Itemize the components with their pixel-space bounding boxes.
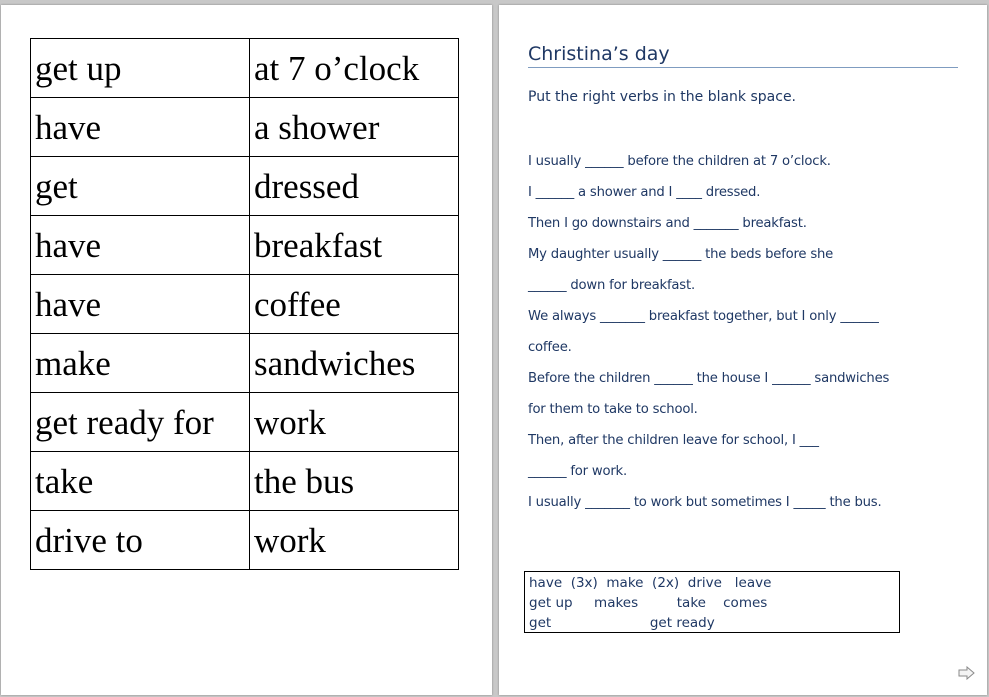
exercise-line: My daughter usually ______ the beds before she [528,247,834,262]
exercise-line: I usually ______ before the children at 7 o’clock. [528,154,831,169]
exercise-line: Before the children ______ the house I ______ sandwiches [528,371,890,386]
object-cell: at 7 o’clock [250,39,459,98]
table-row [31,452,459,511]
arrow-right-icon[interactable] [958,666,976,680]
right-page [499,5,987,695]
exercise-line: for them to take to school. [528,402,698,417]
word-bank-row: get get ready [529,615,715,631]
word-bank-row: have (3x) make (2x) drive leave [529,575,772,591]
object-cell: the bus [250,452,459,511]
exercise-line: ______ for work. [528,464,627,479]
exercise-line: coffee. [528,340,572,355]
object-cell: breakfast [250,216,459,275]
exercise-line: We always _______ breakfast together, but I only ______ [528,309,879,324]
phrase-table [30,38,459,570]
verb-cell: make [31,334,250,393]
word-bank-box [524,571,900,633]
table-row [31,98,459,157]
arrow-right-icon-glyph [958,666,976,680]
worksheet-instruction: Put the right verbs in the blank space. [528,89,797,105]
exercise-line: ______ down for breakfast. [528,278,695,293]
word-bank-row: get up makes take comes [529,595,768,611]
object-cell: a shower [250,98,459,157]
exercise-line: I ______ a shower and I ____ dressed. [528,185,761,200]
object-cell: dressed [250,157,459,216]
verb-cell: have [31,216,250,275]
verb-cell: have [31,98,250,157]
verb-cell: take [31,452,250,511]
exercise-line: Then I go downstairs and _______ breakfast. [528,216,807,231]
verb-cell: have [31,275,250,334]
verb-cell: drive to [31,511,250,570]
exercise-text [528,152,968,524]
table-row [31,157,459,216]
object-cell: sandwiches [250,334,459,393]
table-row [31,39,459,98]
exercise-line: Then, after the children leave for school, I ___ [528,433,819,448]
verb-cell: get [31,157,250,216]
object-cell: coffee [250,275,459,334]
object-cell: work [250,393,459,452]
object-cell: work [250,511,459,570]
table-row [31,334,459,393]
table-row [31,216,459,275]
table-row [31,511,459,570]
table-row [31,275,459,334]
verb-cell: get up [31,39,250,98]
worksheet-title: Christina’s day [528,43,958,68]
verb-cell: get ready for [31,393,250,452]
exercise-line: I usually _______ to work but sometimes I _____ the bus. [528,495,882,510]
left-page [1,5,492,695]
table-row [31,393,459,452]
